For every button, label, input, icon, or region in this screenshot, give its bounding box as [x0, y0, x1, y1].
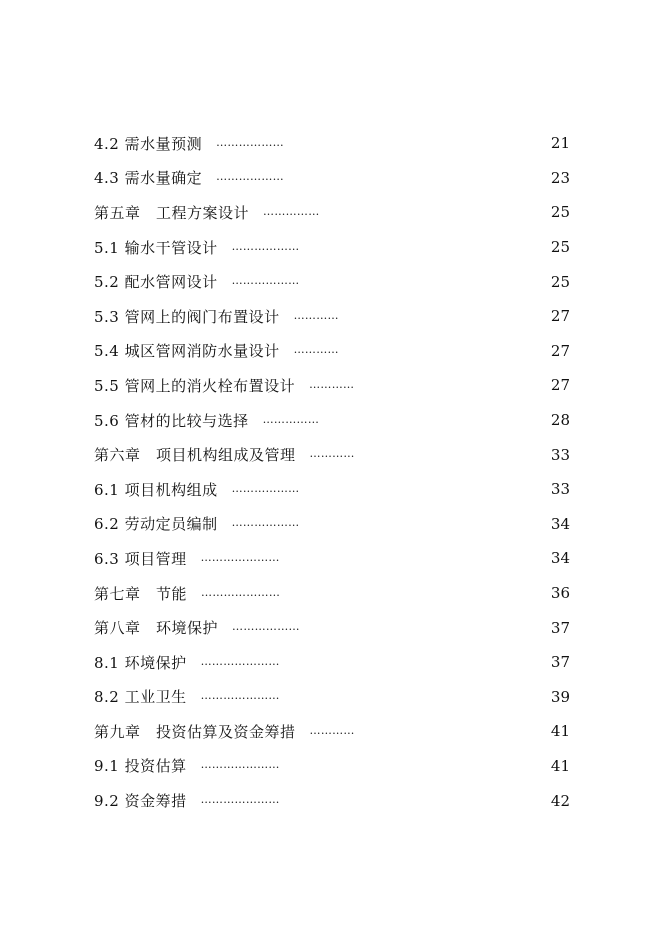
toc-page-number: 37: [550, 653, 570, 672]
toc-entry-title: 4.2 需水量预测: [94, 134, 203, 153]
toc-page-number: 41: [550, 756, 570, 775]
toc-leader-dots: ………………: [216, 170, 284, 184]
toc-entry[interactable]: [94, 334, 570, 369]
toc-entry[interactable]: [94, 403, 570, 438]
toc-page-number: 39: [550, 687, 570, 706]
toc-leader-dots: …………………: [200, 550, 280, 564]
toc-leader-dots: …………: [309, 447, 355, 461]
toc-entry[interactable]: [94, 472, 570, 507]
toc-leader-dots: …………: [293, 308, 339, 322]
toc-entry[interactable]: [94, 195, 570, 230]
toc-page-number: 34: [550, 514, 570, 533]
toc-entry-title: 8.2 工业卫生: [94, 688, 187, 707]
toc-leader-dots: …………………: [200, 793, 280, 807]
toc-page-number: 25: [550, 272, 570, 291]
toc-leader-dots: ………………: [231, 516, 300, 530]
table-of-contents: [94, 126, 570, 818]
toc-entry[interactable]: [94, 610, 570, 645]
toc-page-number: 36: [550, 584, 570, 603]
toc-entry[interactable]: [94, 576, 570, 611]
toc-entry-title: 第七章 节能: [94, 584, 188, 603]
toc-page-number: 23: [550, 168, 570, 187]
toc-page-number: 27: [550, 341, 570, 360]
toc-entry[interactable]: [94, 680, 570, 715]
toc-entry[interactable]: [94, 749, 570, 784]
toc-entry-title: 5.2 配水管网设计: [94, 273, 218, 292]
toc-leader-dots: ………………: [216, 135, 284, 149]
toc-entry[interactable]: [94, 714, 570, 749]
toc-entry-title: 4.3 需水量确定: [94, 169, 203, 188]
toc-leader-dots: …………………: [201, 585, 281, 599]
toc-page-number: 27: [550, 307, 570, 326]
toc-entry-title: 9.1 投资估算: [94, 757, 187, 776]
toc-entry-title: 第九章 投资估算及资金筹措: [94, 722, 296, 741]
toc-entry[interactable]: [94, 645, 570, 680]
toc-entry-title: 第五章 工程方案设计: [94, 203, 250, 222]
toc-page-number: 33: [550, 445, 570, 464]
toc-entry-title: 5.5 管网上的消火栓布置设计: [94, 376, 296, 395]
toc-entry[interactable]: [94, 541, 570, 576]
toc-leader-dots: …………: [309, 723, 355, 737]
toc-entry[interactable]: [94, 437, 570, 472]
toc-entry[interactable]: [94, 126, 570, 161]
toc-entry-title: 5.3 管网上的阀门布置设计: [94, 307, 280, 326]
toc-leader-dots: ………………: [231, 239, 300, 253]
toc-leader-dots: …………: [309, 377, 355, 391]
toc-entry-title: 第六章 项目机构组成及管理: [94, 446, 296, 465]
toc-page-number: 34: [550, 549, 570, 568]
toc-entry-title: 第八章 环境保护: [94, 619, 219, 638]
toc-leader-dots: ………………: [232, 620, 300, 634]
toc-entry[interactable]: [94, 507, 570, 542]
toc-entry-title: 6.1 项目机构组成: [94, 480, 218, 499]
toc-entry-title: 5.6 管材的比较与选择: [94, 411, 249, 430]
toc-entry-title: 8.1 环境保护: [94, 653, 187, 672]
toc-leader-dots: ……………: [263, 204, 320, 218]
toc-entry[interactable]: [94, 161, 570, 196]
toc-entry-title: 5.1 输水干管设计: [94, 238, 218, 257]
toc-leader-dots: …………: [293, 343, 339, 357]
toc-leader-dots: …………………: [200, 758, 280, 772]
toc-page-number: 42: [550, 791, 570, 810]
toc-page-number: 25: [550, 203, 570, 222]
toc-page-number: 21: [550, 134, 570, 153]
toc-entry[interactable]: [94, 230, 570, 265]
toc-page-number: 37: [550, 618, 570, 637]
toc-leader-dots: …………………: [200, 654, 280, 668]
toc-page-number: 41: [550, 722, 570, 741]
toc-leader-dots: …………………: [200, 689, 280, 703]
toc-entry[interactable]: [94, 368, 570, 403]
toc-leader-dots: ……………: [262, 412, 320, 426]
toc-entry[interactable]: [94, 264, 570, 299]
toc-leader-dots: ………………: [231, 274, 300, 288]
toc-page-number: 27: [550, 376, 570, 395]
toc-entry-title: 6.2 劳动定员编制: [94, 515, 218, 534]
toc-page-number: 25: [550, 238, 570, 257]
toc-entry[interactable]: [94, 783, 570, 818]
toc-leader-dots: ………………: [231, 481, 300, 495]
toc-entry[interactable]: [94, 299, 570, 334]
toc-page-number: 33: [550, 480, 570, 499]
toc-entry-title: 9.2 资金筹措: [94, 792, 187, 811]
toc-entry-title: 5.4 城区管网消防水量设计: [94, 342, 280, 361]
toc-page-number: 28: [550, 411, 570, 430]
toc-entry-title: 6.3 项目管理: [94, 549, 187, 568]
